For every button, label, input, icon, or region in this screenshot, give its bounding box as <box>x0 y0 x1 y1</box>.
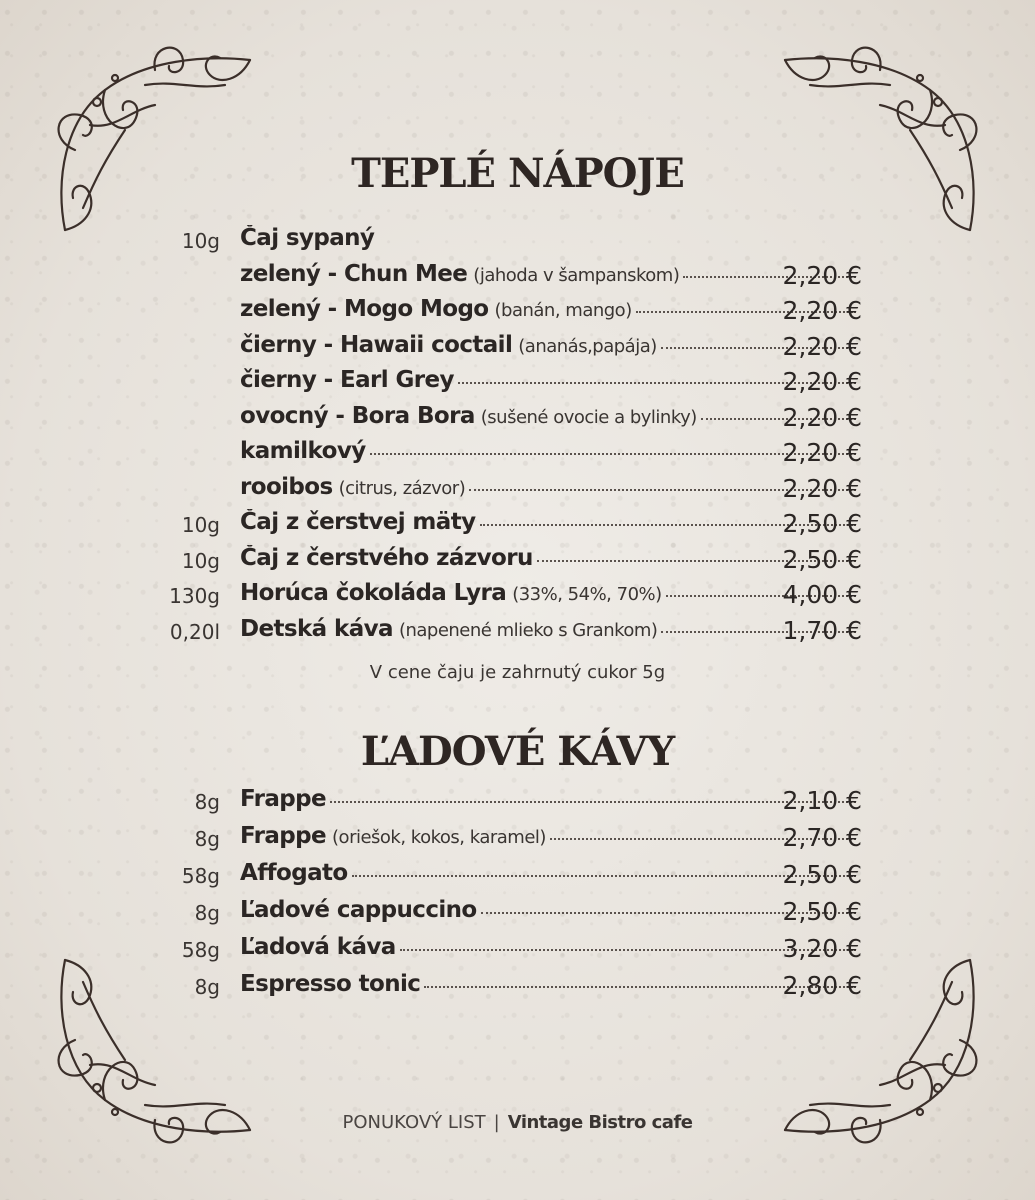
item-quantity: 10g <box>181 513 220 537</box>
item-description <box>240 897 860 931</box>
item-description <box>240 296 860 330</box>
menu-item-row <box>0 860 1035 894</box>
menu-item-row <box>0 934 1035 968</box>
item-name: zelený - Chun Mee <box>240 260 468 287</box>
item-note: (banán, mango) <box>494 300 632 321</box>
menu-item-row <box>0 545 1035 579</box>
item-quantity: 58g <box>181 864 220 888</box>
item-description <box>240 403 860 437</box>
item-description <box>240 545 860 579</box>
item-description <box>240 971 860 1005</box>
item-price: 2,20 € <box>782 438 862 467</box>
item-price: 1,70 € <box>782 615 862 645</box>
item-price: 2,50 € <box>782 860 862 889</box>
item-name: zelený - Mogo Mogo <box>240 296 489 322</box>
menu-item-row <box>0 403 1035 437</box>
sugar-footnote: V cene čaju je zahrnutý cukor 5g <box>369 662 666 683</box>
item-name: ovocný - Bora Bora <box>240 402 475 429</box>
item-name: kamilkový <box>240 438 366 464</box>
item-name: Espresso tonic <box>240 971 421 997</box>
section-title-hot-drinks: TEPLÉ NÁPOJE <box>351 150 684 197</box>
item-description <box>240 474 860 508</box>
item-name: Ľadová káva <box>240 934 396 960</box>
item-name: rooibos <box>240 473 333 500</box>
menu-item-row <box>0 823 1035 857</box>
menu-footer <box>0 1112 1035 1133</box>
item-description <box>240 580 860 614</box>
item-description <box>240 860 860 894</box>
item-name: Čaj z čerstvej mäty <box>240 509 476 535</box>
item-name: Frappe <box>240 786 327 812</box>
item-note: (oriešok, kokos, karamel) <box>332 827 546 848</box>
item-quantity: 8g <box>194 827 220 851</box>
item-price: 2,20 € <box>782 331 862 361</box>
item-name: Frappe <box>240 823 327 849</box>
item-description <box>240 823 860 857</box>
item-price: 3,20 € <box>782 934 862 963</box>
item-price: 2,10 € <box>782 786 862 815</box>
item-description <box>240 261 860 295</box>
item-name: čierny - Earl Grey <box>240 367 454 393</box>
item-description <box>240 616 860 650</box>
item-name: čierny - Hawaii coctail <box>240 331 513 358</box>
item-price: 2,80 € <box>782 971 862 1000</box>
item-price: 2,70 € <box>782 823 862 852</box>
item-description <box>240 934 860 968</box>
menu-item-row <box>0 580 1035 614</box>
item-name: Detská káva <box>240 615 393 642</box>
item-quantity: 8g <box>194 790 220 814</box>
item-price: 2,50 € <box>782 544 862 574</box>
item-name: Ľadové cappuccino <box>240 897 477 923</box>
item-price: 2,20 € <box>782 473 862 503</box>
item-price: 2,20 € <box>782 367 862 396</box>
item-note: (33%, 54%, 70%) <box>512 584 662 605</box>
item-description <box>240 367 860 401</box>
item-price: 2,20 € <box>782 296 862 325</box>
item-description <box>240 509 860 543</box>
menu-item-row <box>0 438 1035 472</box>
item-description <box>240 786 860 820</box>
item-price: 4,00 € <box>782 580 862 609</box>
menu-item-row <box>0 225 1035 259</box>
item-price: 2,50 € <box>782 897 862 926</box>
footer-separator: | <box>493 1112 500 1133</box>
menu-item-row <box>0 474 1035 508</box>
menu-item-row <box>0 786 1035 820</box>
item-price: 2,20 € <box>782 260 862 290</box>
menu-item-row <box>0 296 1035 330</box>
menu-item-row <box>0 971 1035 1005</box>
item-note: (citrus, zázvor) <box>338 477 466 499</box>
item-quantity: 8g <box>194 975 220 999</box>
item-note: (jahoda v šampanskom) <box>473 264 680 286</box>
item-note: (sušené ovocie a bylinky) <box>480 406 697 428</box>
dot-leader <box>330 801 856 803</box>
menu-item-row <box>0 261 1035 295</box>
item-price: 2,50 € <box>782 509 862 538</box>
menu-item-row <box>0 616 1035 650</box>
menu-item-row <box>0 897 1035 931</box>
item-name: Horúca čokoláda Lyra <box>240 580 507 606</box>
item-description <box>240 225 860 259</box>
item-quantity: 8g <box>194 901 220 925</box>
item-quantity: 0,20l <box>169 619 220 644</box>
item-note: (ananás,papája) <box>518 335 657 357</box>
item-name: Čaj z čerstvého zázvoru <box>240 544 533 571</box>
item-description <box>240 438 860 472</box>
dot-leader <box>352 875 856 877</box>
footer-menu-label: PONUKOVÝ LIST <box>342 1112 486 1133</box>
item-quantity: 130g <box>169 584 220 608</box>
section-title-iced-coffees: ĽADOVÉ KÁVY <box>360 728 675 775</box>
menu-item-row <box>0 509 1035 543</box>
footer-brand: Vintage Bistro cafe <box>507 1112 693 1133</box>
item-name: Čaj sypaný <box>240 225 375 251</box>
menu-item-row <box>0 332 1035 366</box>
item-quantity: 10g <box>181 548 220 573</box>
item-name: Affogato <box>240 860 348 886</box>
item-price: 2,20 € <box>782 402 862 432</box>
item-note: (napenené mlieko s Grankom) <box>398 619 658 641</box>
item-quantity: 10g <box>181 229 220 253</box>
item-quantity: 58g <box>181 938 220 962</box>
menu-item-row <box>0 367 1035 401</box>
item-description <box>240 332 860 366</box>
